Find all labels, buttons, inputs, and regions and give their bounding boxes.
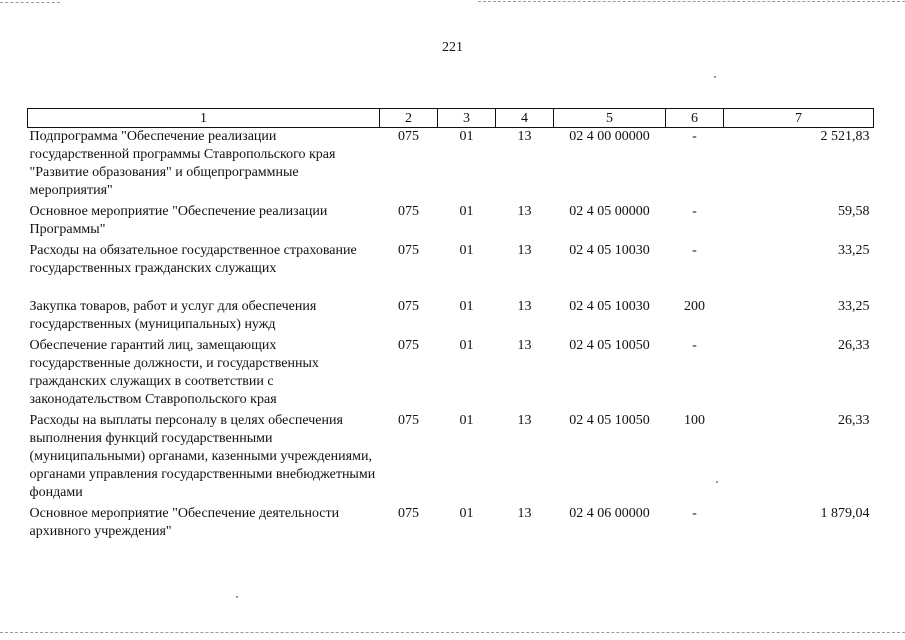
row-target-article: 02 4 05 10050 [569,413,650,428]
row-ministry-code: 075 [398,506,419,521]
row-target-article: 02 4 05 10050 [569,338,650,353]
row-expense-type: - [692,506,697,521]
row-expense-type: - [692,338,697,353]
row-ministry-code: 075 [398,129,419,144]
row-target-article: 02 4 05 10030 [569,243,650,258]
scan-artifact-top-left [0,2,60,3]
row-target-article: 02 4 00 00000 [569,129,650,144]
row-name: Основное мероприятие "Обеспечение деятельности архивного учреждения" [29,506,340,539]
scan-speck [714,76,716,78]
scan-speck [236,596,238,598]
row-target-article: 02 4 06 00000 [569,506,650,521]
row-subsection-code: 13 [517,413,532,428]
row-name: Подпрограмма "Обеспечение реализации государственной программы Ставропольского края "Развитие образования" и общепрограммные мероприятия" [29,129,336,198]
column-header-6: 6 [666,109,724,128]
row-expense-type: 200 [684,299,705,314]
column-header-5: 5 [554,109,666,128]
row-subsection-code: 13 [517,129,532,144]
scan-artifact-bottom [0,632,905,633]
row-ministry-code: 075 [398,299,419,314]
row-section-code: 01 [459,506,474,521]
table-row [28,412,874,505]
row-name: Расходы на обязательное государственное страхование государственных гражданских служащих [29,243,357,276]
row-amount: 26,33 [838,338,870,353]
row-subsection-code: 13 [517,299,532,314]
row-ministry-code: 075 [398,243,419,258]
column-header-4: 4 [496,109,554,128]
row-amount: 26,33 [838,413,870,428]
row-amount: 33,25 [838,243,870,258]
row-name: Обеспечение гарантий лиц, замещающих государственные должности, и государственных гражданских служащих в соответствии с законодательством Ставропольского края [29,338,319,407]
column-header-1: 1 [28,109,380,128]
table-row [28,298,874,337]
row-amount: 2 521,83 [820,129,870,144]
row-expense-type: 100 [684,413,705,428]
row-subsection-code: 13 [517,338,532,353]
page-number: 221 [442,40,463,55]
row-subsection-code: 13 [517,243,532,258]
row-ministry-code: 075 [398,338,419,353]
row-section-code: 01 [459,243,474,258]
row-ministry-code: 075 [398,413,419,428]
row-section-code: 01 [459,299,474,314]
row-section-code: 01 [459,204,474,219]
row-amount: 59,58 [838,204,870,219]
row-name: Расходы на выплаты персоналу в целях обеспечения выполнения функций государственными (муниципальными) органами, казенными учреждениями, органами управления государственными внебюджетными фондами [29,413,376,500]
header-row [28,109,874,128]
row-expense-type: - [692,129,697,144]
table-row [28,203,874,242]
row-expense-type: - [692,243,697,258]
row-section-code: 01 [459,129,474,144]
row-expense-type: - [692,204,697,219]
column-header-3: 3 [438,109,496,128]
table-row [28,505,874,544]
row-name: Закупка товаров, работ и услуг для обеспечения государственных (муниципальных) нужд [29,299,317,332]
budget-table [27,108,874,544]
scan-artifact-top-right [478,1,905,2]
row-section-code: 01 [459,338,474,353]
table-row [28,242,874,298]
row-amount: 33,25 [838,299,870,314]
row-subsection-code: 13 [517,506,532,521]
table-row [28,337,874,412]
row-section-code: 01 [459,413,474,428]
row-amount: 1 879,04 [820,506,870,521]
row-ministry-code: 075 [398,204,419,219]
column-header-7: 7 [724,109,874,128]
column-header-2: 2 [380,109,438,128]
table-row [28,128,874,204]
row-target-article: 02 4 05 00000 [569,204,650,219]
row-subsection-code: 13 [517,204,532,219]
row-target-article: 02 4 05 10030 [569,299,650,314]
row-name: Основное мероприятие "Обеспечение реализации Программы" [29,204,328,237]
